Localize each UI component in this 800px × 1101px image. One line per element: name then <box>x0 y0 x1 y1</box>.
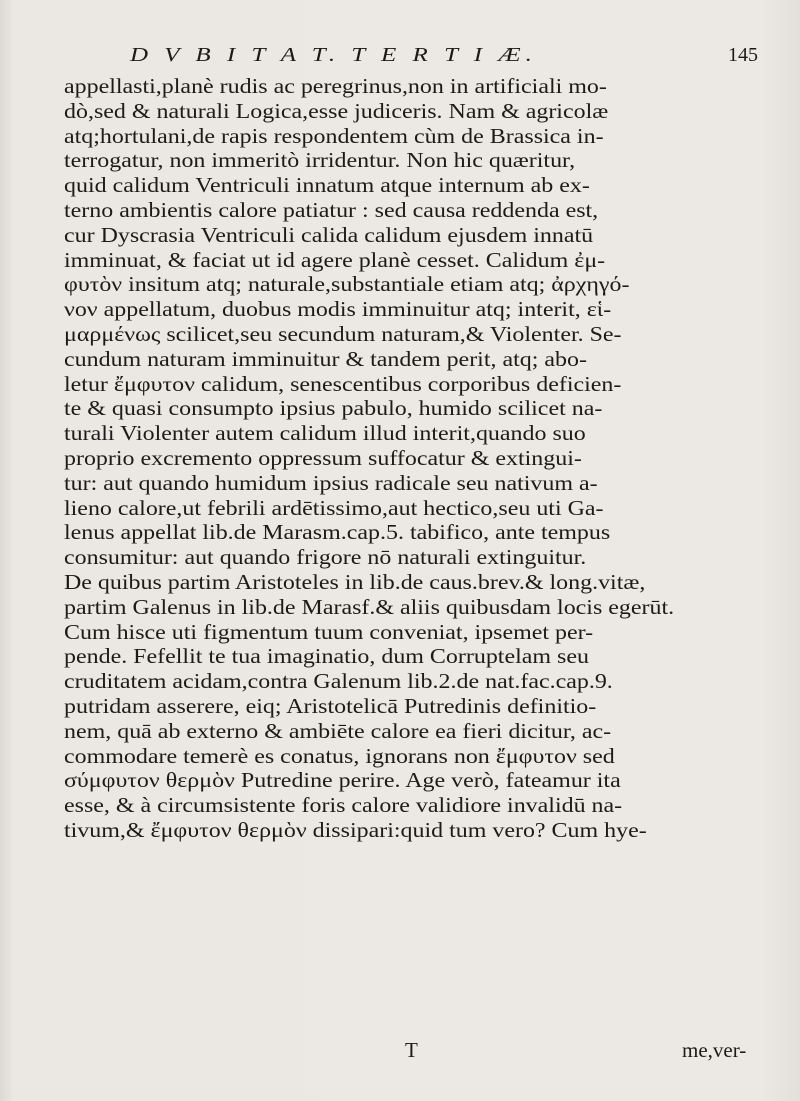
body-text <box>64 74 768 843</box>
running-head <box>130 44 780 74</box>
text-line: quid calidum Ventriculi innatum atque internum ab ex- <box>64 173 590 198</box>
text-line: lieno calore,ut febrili ardētissimo,aut hectico,seu uti Ga- <box>64 495 604 520</box>
text-line: imminuat, & faciat ut id agere planè cesset. Calidum ἐμ- <box>64 247 606 272</box>
text-line: nem, quā ab externo & ambiēte calore ea fieri dicitur, ac- <box>64 718 612 743</box>
text-line: lenus appellat lib.de Marasm.cap.5. tabifico, ante tempus <box>64 520 611 545</box>
text-line: tivum,& ἔμφυτον θερμὸν dissipari:quid tum vero? Cum hye- <box>64 817 647 842</box>
text-line: dò,sed & naturali Logica,esse judiceris. Nam & agricolæ <box>64 98 609 123</box>
page-number: 145 <box>728 44 758 66</box>
text-line: putridam asserere, eiq; Aristotelicā Putredinis definitio- <box>64 693 597 718</box>
catchword: me,ver- <box>682 1038 747 1062</box>
text-line: letur ἔμφυτον calidum, senescentibus corporibus deficien- <box>64 371 622 396</box>
text-line: atq;hortulani,de rapis respondentem cùm de Brassica in- <box>64 123 604 148</box>
text-line: consumitur: aut quando frigore nō naturali extinguitur. <box>64 545 587 570</box>
text-line: tur: aut quando humidum ipsius radicale seu nativum a- <box>64 470 598 495</box>
text-line: partim Galenus in lib.de Marasf.& aliis quibusdam locis egerūt. <box>64 594 675 619</box>
text-line: commodare temerè es conatus, ignorans non ἔμφυτον sed <box>64 743 615 768</box>
text-line: terno ambientis calore patiatur : sed causa reddenda est, <box>64 197 599 222</box>
text-line: De quibus partim Aristoteles in lib.de caus.brev.& long.vitæ, <box>64 569 646 594</box>
text-line: terrogatur, non immeritò irridentur. Non hic quæritur, <box>64 148 576 173</box>
text-line: esse, & à circumsistente foris calore validiore invalidū na- <box>64 793 623 818</box>
text-line: te & quasi consumpto ipsius pabulo, humido scilicet na- <box>64 396 603 421</box>
text-line: σύμφυτον θερμὸν Putredine perire. Age verò, fateamur ita <box>64 768 621 793</box>
text-line: turali Violenter autem calidum illud interit,quando suo <box>64 421 586 446</box>
text-line: cur Dyscrasia Ventriculi calida calidum ejusdem innatū <box>64 222 594 247</box>
text-line: pende. Fefellit te tua imaginatio, dum Corruptelam seu <box>64 644 589 669</box>
text-line: appellasti,planè rudis ac peregrinus,non in artificiali mo- <box>64 74 607 98</box>
text-line: cruditatem acidam,contra Galenum lib.2.de nat.fac.cap.9. <box>64 669 613 694</box>
text-line: νον appellatum, duobus modis imminuitur atq; interit, εἱ- <box>64 297 612 322</box>
signature-mark: T <box>405 1038 418 1062</box>
text-line: Cum hisce uti figmentum tuum conveniat, ipsemet per- <box>64 619 594 644</box>
text-line: proprio excremento oppressum suffocatur & extingui- <box>64 445 582 470</box>
running-head-title: D V B I T A T. T E R T I Æ. <box>130 44 537 66</box>
text-line: cundum naturam imminuitur & tandem perit, atq; abo- <box>64 346 587 371</box>
text-line: φυτὸν insitum atq; naturale,substantiale etiam atq; ἀρχηγό- <box>64 272 630 297</box>
text-line: μαρμένως scilicet,seu secundum naturam,& Violenter. Se- <box>64 321 622 346</box>
page-footer <box>0 1038 800 1066</box>
